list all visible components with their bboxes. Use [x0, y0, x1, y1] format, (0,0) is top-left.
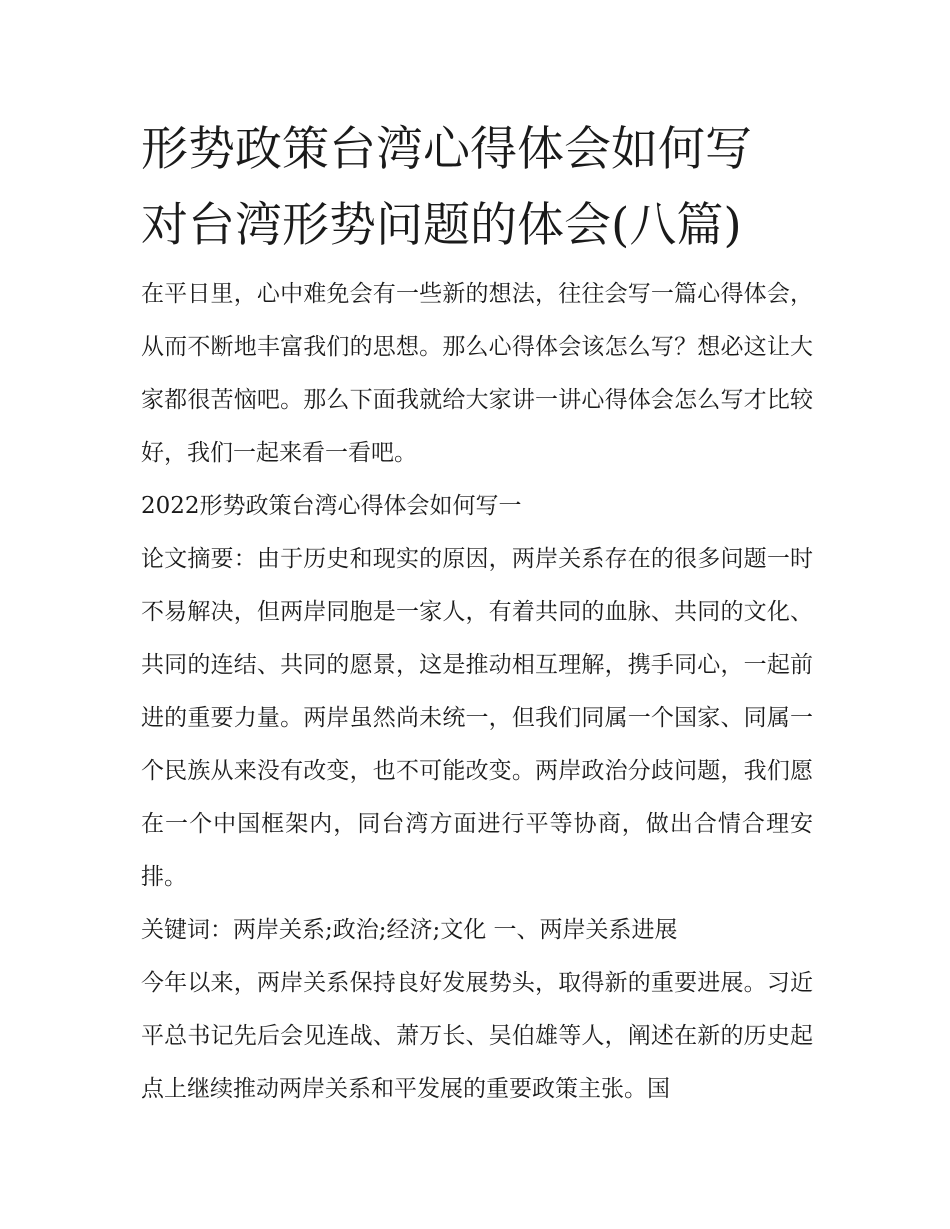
section-heading: 2022形势政策台湾心得体会如何写一	[141, 493, 522, 519]
keywords-line: 关键词：两岸关系;政治;经济;文化 一、两岸关系进展	[141, 917, 678, 943]
abstract-paragraph: 论文摘要：由于历史和现实的原因，两岸关系存在的很多问题一时不易解决，但两岸同胞是一家人，有着共同的血脉、共同的文化、共同的连结、共同的愿景，这是推动相互理解，携手同心，一起前进的重要力量。两岸虽然尚未统一，但我们同属一个国家、同属一个民族从来没有改变，也不可能改变。两岸政治分歧问题，我们愿在一个中国框架内，同台湾方面进行平等协商，做出合情合理安排。	[141, 546, 813, 890]
intro-paragraph: 在平日里，心中难免会有一些新的想法，往往会写一篇心得体会，从而不断地丰富我们的思想。那么心得体会该怎么写？想必这让大家都很苦恼吧。那么下面我就给大家讲一讲心得体会怎么写才比较好，我们一起来看一看吧。	[141, 281, 813, 466]
document-content	[141, 112, 813, 1116]
document-title	[141, 112, 813, 264]
body-paragraph: 今年以来，两岸关系保持良好发展势头，取得新的重要进展。习近平总书记先后会见连战、萧万长、吴伯雄等人，阐述在新的历史起点上继续推动两岸关系和平发展的重要政策主张。国	[141, 970, 813, 1102]
title-line-1: 形势政策台湾心得体会如何写	[141, 122, 752, 177]
title-line-2: 对台湾形势问题的体会(八篇)	[141, 198, 742, 253]
